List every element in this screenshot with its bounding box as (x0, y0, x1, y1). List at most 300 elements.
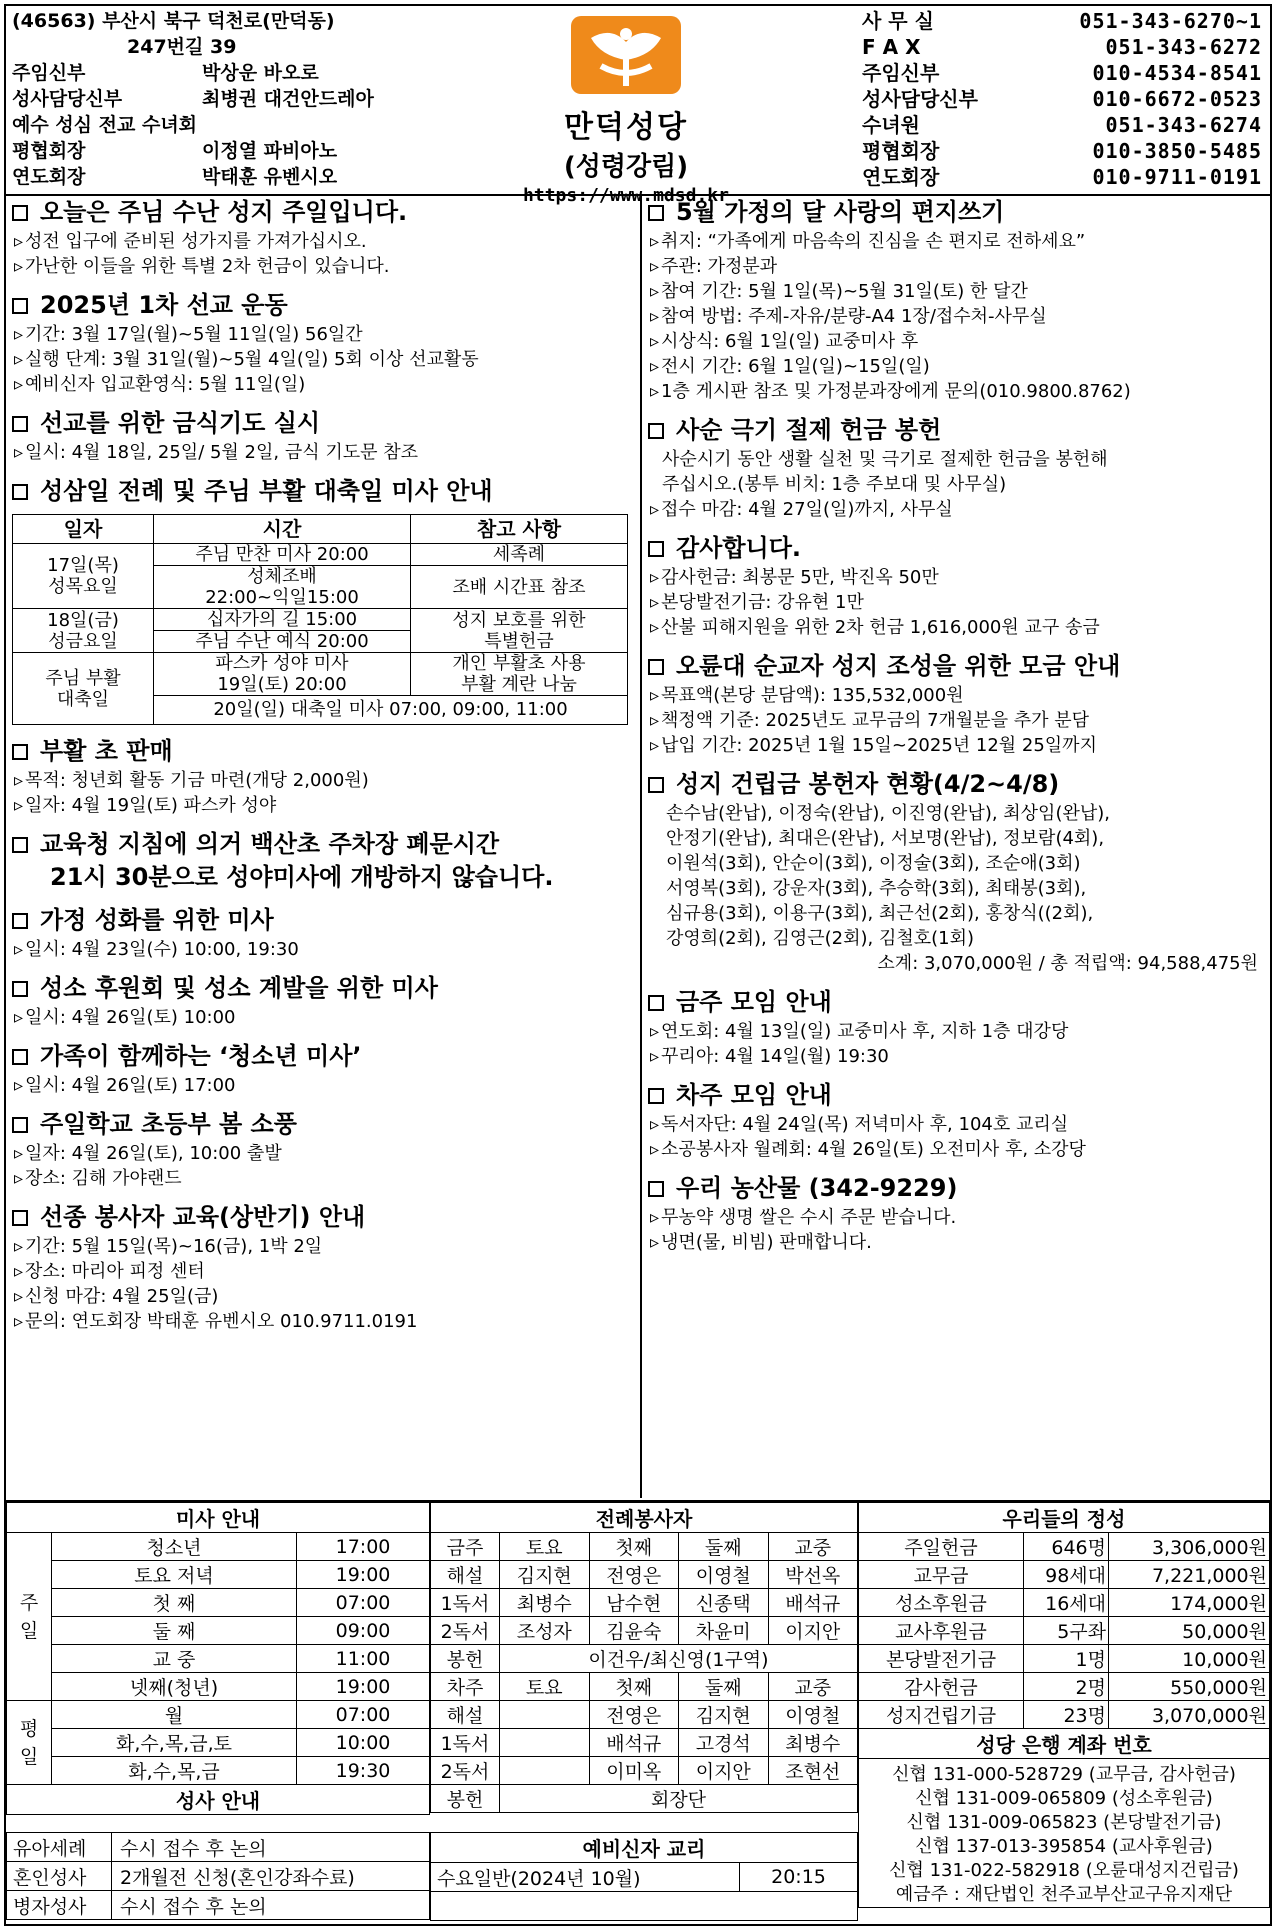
date-text: 성금요일 (48, 630, 118, 652)
donor-line: 강영희(2회), 김영근(2회), 김철호(1회) (666, 928, 975, 949)
checkbox-square-icon (12, 837, 28, 853)
table-title: 성사 안내 (7, 1785, 430, 1815)
cell: 남수현 (589, 1589, 679, 1617)
row-group-label: 평 일 (7, 1701, 52, 1785)
table-row (7, 1862, 430, 1891)
notice-item: ▹ 성전 입구에 준비된 성가지를 가져가십시오. (12, 229, 640, 254)
contact-convent (862, 112, 1262, 138)
section-title-text: 오늘은 주님 수난 성지 주일입니다. (40, 198, 408, 226)
sacrament-name: 혼인성사 (7, 1862, 112, 1891)
notice-item: ▹ 실행 단계: 3월 31일(월)~5월 4일(일) 5회 이상 선교활동 (12, 347, 640, 372)
cell: 회장단 (500, 1785, 858, 1813)
table-row (859, 1645, 1270, 1673)
offering-count: 5구좌 (1024, 1617, 1109, 1645)
offering-name: 성지건립기금 (859, 1701, 1024, 1729)
catechism-table (430, 1832, 858, 1921)
checkbox-square-icon (648, 659, 664, 675)
bank-account: 신협 137-013-395854 (교사후원금) (915, 1836, 1213, 1857)
time-text: 성체조배 (247, 566, 317, 587)
notice-next-week-meetings (648, 1079, 1272, 1162)
cell: 2독서 (431, 1757, 500, 1785)
checkbox-square-icon (12, 1210, 28, 1226)
contact-number: 051-343-6270~1 (1079, 9, 1262, 33)
contact-number: 010-6672-0523 (1092, 87, 1262, 111)
mass-time: 19:00 (297, 1673, 430, 1701)
table-row (859, 1589, 1270, 1617)
section-title (12, 972, 640, 1005)
row-group-label: 주 일 (7, 1533, 52, 1701)
table-row (13, 609, 628, 631)
dove-icon (571, 16, 681, 94)
checkbox-square-icon (648, 1088, 664, 1104)
notice-mission (12, 289, 640, 397)
church-name: 만덕성당 (564, 110, 688, 145)
offering-amount: 550,000원 (1109, 1673, 1270, 1701)
table-row (7, 1589, 430, 1617)
easter-schedule-table (12, 514, 628, 725)
church-logo (571, 16, 681, 94)
sacrament-info: 수시 접수 후 논의 (112, 1891, 430, 1920)
date-cell (13, 544, 154, 609)
checkbox-square-icon (12, 1117, 28, 1133)
contact-number: 010-4534-8541 (1092, 61, 1262, 85)
header (6, 6, 1270, 206)
cell: 이미옥 (589, 1757, 679, 1785)
cell: 이지안 (768, 1617, 858, 1645)
sacrament-priest-row (12, 86, 572, 112)
mass-time: 10:00 (297, 1729, 430, 1757)
contact-label: 연도회장 (862, 165, 940, 189)
notice-item: ▹ 문의: 연도회장 박태훈 유벤시오 010.9711.0191 (12, 1309, 640, 1334)
checkbox-square-icon (12, 744, 28, 760)
cell (500, 1701, 590, 1729)
cell: 이영철 (679, 1561, 769, 1589)
notice-item: ▹ 본당발전기금: 강유현 1만 (648, 590, 1272, 615)
offering-count: 2명 (1024, 1673, 1109, 1701)
yeondo-name: 박태훈 유벤시오 (202, 166, 338, 188)
notice-item: ▹ 기간: 3월 17일(월)~5월 11일(일) 56일간 (12, 322, 640, 347)
mass-name: 넷째(청년) (52, 1673, 297, 1701)
section-title-text: 사순 극기 절제 헌금 봉헌 (676, 416, 942, 444)
table-row (7, 1891, 430, 1920)
contact-number: 010-9711-0191 (1092, 165, 1262, 189)
note-text: 특별헌금 (484, 630, 554, 652)
table-row (431, 1863, 858, 1892)
notice-item: ▹ 주관: 가정분과 (648, 254, 1272, 279)
table-row (431, 1533, 858, 1561)
header-left-info (12, 8, 572, 190)
cell: 고경석 (679, 1729, 769, 1757)
church-url-link[interactable]: https://www.mdsd.kr (523, 185, 729, 206)
notice-item: ▹ 신청 마감: 4월 25일(금) (12, 1284, 640, 1309)
time-cell: 주님 수난 예식 20:00 (154, 631, 411, 653)
date-text: 17일(목) (47, 555, 119, 576)
checkbox-square-icon (12, 981, 28, 997)
checkbox-square-icon (648, 423, 664, 439)
section-title (12, 904, 640, 937)
notice-item: ▹ 납입 기간: 2025년 1월 15일~2025년 12월 25일까지 (648, 733, 1272, 758)
offering-count: 23명 (1024, 1701, 1109, 1729)
mass-time: 11:00 (297, 1645, 430, 1673)
mass-time: 17:00 (297, 1533, 430, 1561)
section-title-text: 교육청 지침에 의거 백산초 주차장 폐문시간 (40, 830, 500, 858)
table-row (7, 1533, 430, 1561)
cell: 박선옥 (768, 1561, 858, 1589)
section-title-text: 5월 가정의 달 사랑의 편지쓰기 (676, 198, 1005, 226)
table-row (7, 1833, 430, 1862)
donor-line: 심규용(3회), 이용구(3회), 최근선(2회), 홍창식((2회), (666, 903, 1094, 924)
cell: 이건우/최신영(1구역) (500, 1645, 858, 1673)
section-title (648, 414, 1272, 447)
note-cell: 세족례 (411, 544, 628, 566)
notice-palm-sunday (12, 196, 640, 279)
time-cell (154, 653, 411, 696)
contact-fax (862, 34, 1262, 60)
cell: 차윤미 (679, 1617, 769, 1645)
section-title-text: 우리 농산물 (342-9229) (676, 1174, 958, 1202)
checkbox-square-icon (648, 205, 664, 221)
checkbox-square-icon (12, 1049, 28, 1065)
table-header: 참고 사항 (411, 515, 628, 544)
bank-account: 신협 131-009-065809 (성소후원금) (915, 1788, 1213, 1809)
mass-name: 첫 째 (52, 1589, 297, 1617)
cell: 토요 (500, 1533, 590, 1561)
section-title-text: 성지 건립금 봉헌자 현황(4/2~4/8) (676, 770, 1060, 798)
cell: 조현선 (768, 1757, 858, 1785)
notice-item: ▹ 취지: “가족에게 마음속의 진심을 손 편지로 전하세요” (648, 229, 1272, 254)
section-title-text: 감사합니다. (676, 534, 802, 562)
table-row (431, 1673, 858, 1701)
notice-picnic (12, 1108, 640, 1191)
contact-label: F A X (862, 35, 921, 59)
section-title (12, 289, 640, 322)
table-row (7, 1561, 430, 1589)
notice-paragraph: 사순시기 동안 생활 실천 및 극기로 절제한 헌금을 봉헌해 (662, 449, 1108, 470)
cell: 1독서 (431, 1729, 500, 1757)
mass-name: 교 중 (52, 1645, 297, 1673)
section-title-text: 금주 모임 안내 (676, 988, 832, 1016)
table-title: 미사 안내 (7, 1503, 430, 1533)
note-text: 부활 계란 나눔 (461, 674, 577, 695)
church-subtitle: (성령강림) (563, 152, 689, 182)
notice-volunteer-training (12, 1201, 640, 1334)
contact-label: 사 무 실 (862, 9, 934, 33)
offering-name: 감사헌금 (859, 1673, 1024, 1701)
table-row (859, 1617, 1270, 1645)
section-title (648, 1172, 1272, 1205)
mass-time: 09:00 (297, 1617, 430, 1645)
note-text: 개인 부활초 사용 (452, 653, 586, 674)
table-row (7, 1701, 430, 1729)
donor-line: 손수남(완납), 이정숙(완납), 이진영(완납), 최상임(완납), (666, 803, 1110, 824)
notice-item: ▹ 일시: 4월 26일(토) 10:00 (12, 1005, 640, 1030)
offering-name: 교사후원금 (859, 1617, 1024, 1645)
notice-this-week-meetings (648, 986, 1272, 1069)
mass-time: 19:00 (297, 1561, 430, 1589)
cell: 1독서 (431, 1589, 500, 1617)
header-center (506, 10, 746, 206)
notice-item: ▹ 1층 게시판 참조 및 가정분과장에게 문의(010.9800.8762) (648, 379, 1272, 404)
offering-amount: 50,000원 (1109, 1617, 1270, 1645)
checkbox-square-icon (648, 995, 664, 1011)
cell: 2독서 (431, 1617, 500, 1645)
contact-yeondo (862, 164, 1262, 190)
section-title (648, 532, 1272, 565)
header-right-contacts (862, 8, 1262, 190)
notice-item: ▹ 일자: 4월 19일(토) 파스카 성야 (12, 793, 640, 818)
bank-account: 신협 131-000-528729 (교무금, 감사헌금) (892, 1764, 1236, 1785)
sisters-row (12, 112, 572, 138)
table-row (431, 1785, 858, 1813)
notice-item: ▹ 목적: 청년회 활동 기금 마련(개당 2,000원) (12, 768, 640, 793)
donor-line: 이원석(3회), 안순이(3회), 이정술(3회), 조순애(3회) (666, 853, 1081, 874)
notice-lent-offering (648, 414, 1272, 522)
table-title: 성당 은행 계좌 번호 (859, 1729, 1270, 1759)
section-title-text: 오륜대 순교자 성지 조성을 위한 모금 안내 (676, 652, 1121, 680)
notice-item: ▹ 냉면(물, 비빔) 판매합니다. (648, 1230, 1272, 1255)
contact-number: 051-343-6274 (1105, 113, 1262, 137)
sacrament-priest-name: 최병권 대건안드레아 (202, 88, 374, 110)
donor-line: 서영복(3회), 강운자(3회), 추승학(3회), 최태봉(3회), (666, 878, 1087, 899)
note-cell (411, 653, 628, 696)
cell: 차주 (431, 1673, 500, 1701)
notice-item: ▹ 책정액 기준: 2025년도 교무금의 7개월분을 추가 분담 (648, 708, 1272, 733)
section-title-text: 가정 성화를 위한 미사 (40, 906, 274, 934)
cell: 김윤숙 (589, 1617, 679, 1645)
section-title (12, 735, 640, 768)
cell: 둘째 (679, 1673, 769, 1701)
notice-item: ▹ 기간: 5월 15일(목)~16(금), 1박 2일 (12, 1234, 640, 1259)
table-row (13, 544, 628, 566)
section-title-text: 주일학교 초등부 봄 소풍 (40, 1110, 297, 1138)
time-text: 파스카 성야 미사 (215, 653, 349, 674)
offering-count: 98세대 (1024, 1561, 1109, 1589)
contact-number: 010-3850-5485 (1092, 139, 1262, 163)
cell: 둘째 (679, 1533, 769, 1561)
yeondo-role: 연도회장 (12, 166, 86, 188)
cell: 첫째 (589, 1533, 679, 1561)
sacrament-name: 병자성사 (7, 1891, 112, 1920)
notice-item: ▹ 무농약 생명 쌀은 수시 주문 받습니다. (648, 1205, 1272, 1230)
section-title (648, 986, 1272, 1019)
checkbox-square-icon (648, 541, 664, 557)
table-row (431, 1617, 858, 1645)
cell: 최병수 (768, 1729, 858, 1757)
account-holder: 예금주 : 재단법인 천주교부산교구유지재단 (895, 1884, 1233, 1905)
council-row (12, 138, 572, 164)
checkbox-square-icon (12, 416, 28, 432)
note-text: 성지 보호를 위한 (452, 609, 586, 631)
checkbox-square-icon (12, 298, 28, 314)
notice-item: ▹ 소공봉사자 월례회: 4월 26일(토) 오전미사 후, 소강당 (648, 1137, 1272, 1162)
table-header: 일자 (13, 515, 154, 544)
table-title: 전례봉사자 (431, 1503, 858, 1533)
contact-label: 성사담당신부 (862, 87, 978, 111)
date-cell (13, 653, 154, 725)
offering-name: 교무금 (859, 1561, 1024, 1589)
offering-amount: 10,000원 (1109, 1645, 1270, 1673)
section-title-text: 성삼일 전례 및 주님 부활 대축일 미사 안내 (40, 477, 493, 505)
date-text: 주님 부활 (45, 667, 121, 689)
cell: 김지현 (679, 1701, 769, 1729)
section-title (12, 475, 640, 508)
cell: 교중 (768, 1673, 858, 1701)
contact-council (862, 138, 1262, 164)
time-cell: 20일(일) 대축일 미사 07:00, 09:00, 11:00 (154, 696, 628, 725)
section-title (648, 1079, 1272, 1112)
table-row (859, 1533, 1270, 1561)
bank-account: 신협 131-022-582918 (오륜대성지건립금) (889, 1860, 1239, 1881)
section-title (12, 1040, 640, 1073)
table-row (7, 1729, 430, 1757)
cell: 교중 (768, 1533, 858, 1561)
section-title (648, 196, 1272, 229)
cell: 이지안 (679, 1757, 769, 1785)
checkbox-square-icon (12, 484, 28, 500)
notice-family-mass (12, 904, 640, 962)
notice-thanks (648, 532, 1272, 640)
section-title (12, 196, 640, 229)
mass-name: 둘 째 (52, 1617, 297, 1645)
offering-count: 646명 (1024, 1533, 1109, 1561)
notice-item: ▹ 연도회: 4월 13일(일) 교중미사 후, 지하 1층 대강당 (648, 1019, 1272, 1044)
bottom-section (6, 1500, 1270, 1928)
notice-item: ▹ 장소: 마리아 피정 센터 (12, 1259, 640, 1284)
cell: 김지현 (500, 1561, 590, 1589)
notice-farm-products (648, 1172, 1272, 1255)
council-name: 이정열 파비아노 (202, 140, 338, 162)
cell (500, 1757, 590, 1785)
sacrament-priest-role: 성사담당신부 (12, 88, 123, 110)
mass-name: 토요 저녁 (52, 1561, 297, 1589)
date-text: 18일(금) (47, 609, 119, 631)
table-row (859, 1673, 1270, 1701)
notice-shrine-donors (648, 768, 1272, 976)
table-row (431, 1589, 858, 1617)
donor-line: 안정기(완납), 최대은(완납), 서보명(완납), 정보람(4회), (666, 828, 1105, 849)
left-column (6, 196, 642, 1498)
notice-item: ▹ 독서자단: 4월 24일(목) 저녁미사 후, 104호 교리실 (648, 1112, 1272, 1137)
time-text: 22:00~익일15:00 (205, 587, 359, 608)
contact-office (862, 8, 1262, 34)
address-text: (46563) 부산시 북구 덕천로(만덕동) (12, 10, 335, 32)
offering-amount: 3,070,000원 (1109, 1701, 1270, 1729)
address-text-2: 247번길 39 (127, 36, 237, 58)
donor-total: 소계: 3,070,000원 / 총 적립액: 94,588,475원 (877, 953, 1258, 974)
pastor-name: 박상운 바오로 (202, 62, 319, 84)
address-line-2 (12, 34, 572, 60)
section-title (12, 828, 640, 861)
section-title-text: 2025년 1차 선교 운동 (40, 291, 288, 319)
notice-vocation-mass (12, 972, 640, 1030)
cell: 해설 (431, 1561, 500, 1589)
bank-info-row (859, 1759, 1270, 1908)
mass-name: 청소년 (52, 1533, 297, 1561)
table-row (7, 1617, 430, 1645)
section-title-text: 선교를 위한 금식기도 실시 (40, 409, 321, 437)
notice-triduum (12, 475, 640, 508)
section-title-text: 성소 후원회 및 성소 계발을 위한 미사 (40, 974, 438, 1002)
table-row (859, 1561, 1270, 1589)
table-title: 우리들의 정성 (859, 1503, 1270, 1533)
catechism-class: 수요일반(2024년 10월) (431, 1863, 740, 1892)
pastor-role: 주임신부 (12, 62, 86, 84)
offering-name: 본당발전기금 (859, 1645, 1024, 1673)
date-cell (13, 609, 154, 653)
mass-name: 화,수,목,금 (52, 1757, 297, 1785)
notice-fasting (12, 407, 640, 465)
contact-label: 수녀원 (862, 113, 920, 137)
liturgy-volunteers-table (430, 1502, 858, 1813)
table-row (13, 653, 628, 696)
table-header-row (13, 515, 628, 544)
date-text: 대축일 (56, 688, 110, 710)
bank-accounts (859, 1759, 1270, 1908)
bank-account: 신협 131-009-065823 (본당발전기금) (906, 1812, 1222, 1833)
table-row (431, 1645, 858, 1673)
catechism-time: 20:15 (740, 1863, 858, 1892)
cell: 신종택 (679, 1589, 769, 1617)
section-title (12, 407, 640, 440)
council-role: 평협회장 (12, 140, 86, 162)
table-title: 예비신자 교리 (431, 1833, 858, 1863)
offering-count: 16세대 (1024, 1589, 1109, 1617)
yeondo-row (12, 164, 572, 190)
notice-shrine-fund (648, 650, 1272, 758)
offering-amount: 174,000원 (1109, 1589, 1270, 1617)
section-title-text: 부활 초 판매 (40, 737, 173, 765)
cell: 배석규 (768, 1589, 858, 1617)
notice-item: ▹ 목표액(본당 분담액): 135,532,000원 (648, 683, 1272, 708)
notice-item: ▹ 장소: 김해 가야랜드 (12, 1166, 640, 1191)
offering-table (858, 1502, 1270, 1908)
offering-name: 주일헌금 (859, 1533, 1024, 1561)
contact-label: 주임신부 (862, 61, 940, 85)
table-row (431, 1729, 858, 1757)
section-title-text: 차주 모임 안내 (676, 1081, 832, 1109)
table-row (7, 1645, 430, 1673)
cell (500, 1729, 590, 1757)
table-row (431, 1757, 858, 1785)
contact-label: 평협회장 (862, 139, 940, 163)
notice-item: ▹ 참여 방법: 주제-자유/분량-A4 1장/접수처-사무실 (648, 304, 1272, 329)
right-column (642, 196, 1272, 1255)
cell: 전영은 (589, 1701, 679, 1729)
notice-item: ▹ 전시 기간: 6월 1일(일)~15일(일) (648, 354, 1272, 379)
offering-name: 성소후원금 (859, 1589, 1024, 1617)
checkbox-square-icon (12, 205, 28, 221)
cell: 조성자 (500, 1617, 590, 1645)
notice-youth-mass (12, 1040, 640, 1098)
mass-name: 화,수,목,금,토 (52, 1729, 297, 1757)
offering-amount: 7,221,000원 (1109, 1561, 1270, 1589)
notice-letter-writing (648, 196, 1272, 404)
mass-name: 월 (52, 1701, 297, 1729)
cell: 봉헌 (431, 1785, 500, 1813)
notice-paragraph: 주십시오.(봉투 비치: 1층 주보대 및 사무실) (662, 474, 1007, 495)
sacrament-table (6, 1832, 430, 1920)
cell: 최병수 (500, 1589, 590, 1617)
offering-count: 1명 (1024, 1645, 1109, 1673)
notice-easter-candle (12, 735, 640, 818)
notice-item: ▹ 일시: 4월 26일(토) 17:00 (12, 1073, 640, 1098)
contact-sacrament-priest (862, 86, 1262, 112)
notice-parking (12, 828, 640, 894)
sacrament-info: 2개월전 신청(혼인강좌수료) (112, 1862, 430, 1891)
table-row (431, 1701, 858, 1729)
table-row (431, 1561, 858, 1589)
section-title-text: 선종 봉사자 교육(상반기) 안내 (40, 1203, 366, 1231)
